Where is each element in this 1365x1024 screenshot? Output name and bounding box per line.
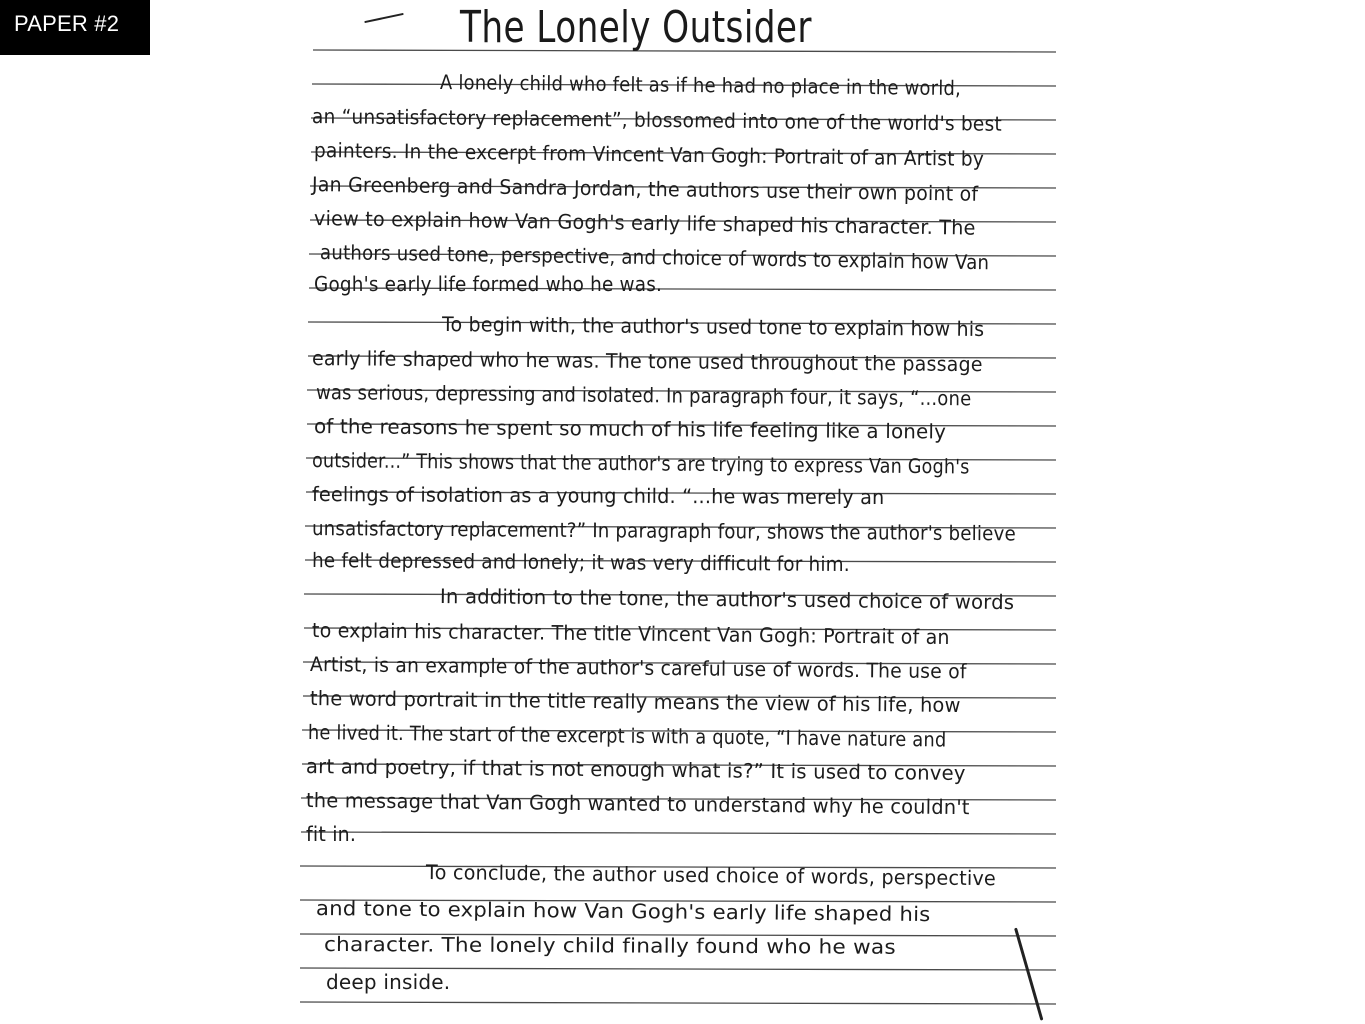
essay-line: was serious, depressing and isolated. In paragraph four, it says, “...one [315, 380, 972, 411]
essay-line: of the reasons he spent so much of his life feeling like a lonely [313, 414, 947, 444]
handwritten-essay [300, 0, 1060, 1024]
essay-line: to explain his character. The title Vincent Van Gogh: Portrait of an [311, 618, 950, 650]
essay-line: In addition to the tone, the author's used choice of words [439, 584, 1015, 615]
essay-line: fit in. [306, 822, 357, 846]
essay-line: the message that Van Gogh wanted to understand why he couldn't [305, 788, 970, 820]
essay-line: Jan Greenberg and Sandra Jordan, the authors use their own point of [311, 172, 979, 206]
essay-line: and tone to explain how Van Gogh's early life shaped his [315, 896, 931, 927]
paper-label: PAPER #2 [0, 0, 150, 55]
essay-line: the word portrait in the title really means the view of his life, how [309, 686, 961, 718]
essay-line: To conclude, the author used choice of words, perspective [425, 860, 997, 891]
essay-line: he felt depressed and lonely; it was very difficult for him. [311, 548, 850, 577]
essay-line: deep inside. [326, 970, 451, 994]
essay-line: outsider...” This shows that the author's are trying to express Van Gogh's [311, 448, 970, 479]
essay-line: view to explain how Van Gogh's early life shaped his character. The [313, 206, 976, 240]
essay-line: authors used tone, perspective, and choice of words to explain how Van [319, 240, 990, 275]
essay-line: To begin with, the author's used tone to explain how his [441, 312, 985, 341]
essay-line: unsatisfactory replacement?” In paragraph four, shows the author's believe [311, 516, 1016, 546]
essay-line: character. The lonely child finally found who he was [323, 932, 896, 959]
essay-line: painters. In the excerpt from Vincent Van Gogh: Portrait of an Artist by [313, 138, 985, 171]
essay-line: Artist, is an example of the author's careful use of words. The use of [309, 652, 967, 684]
essay-line: feelings of isolation as a young child. “...he was merely an [311, 482, 885, 510]
essay-line: Gogh's early life formed who he was. [314, 272, 663, 296]
essay-title: The Lonely Outsider [460, 2, 812, 53]
essay-line: an “unsatisfactory replacement”, blossomed into one of the world's best [311, 104, 1002, 136]
essay-line: A lonely child who felt as if he had no place in the world, [439, 70, 962, 101]
essay-line: art and poetry, if that is not enough what is?” It is used to convey [305, 754, 966, 786]
essay-line: early life shaped who he was. The tone used throughout the passage [311, 346, 983, 377]
essay-line: he lived it. The start of the excerpt is with a quote, “I have nature and [307, 720, 947, 752]
